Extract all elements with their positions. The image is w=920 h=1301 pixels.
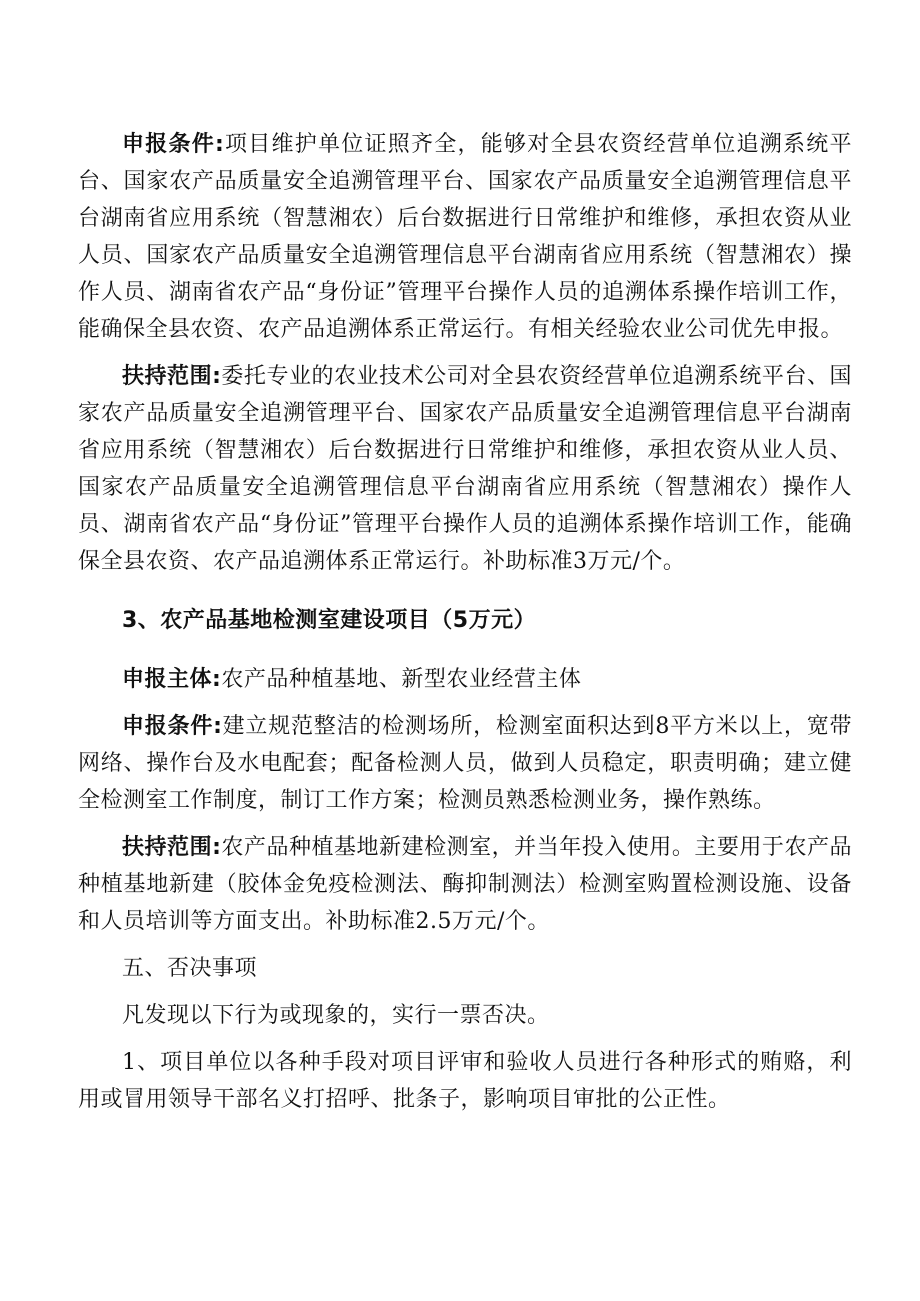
label-application-conditions-2: 申报条件: (122, 714, 223, 739)
paragraph-application-conditions (78, 126, 852, 348)
text-support-scope-2: 农产品种植基地新建检测室，并当年投入使用。主要用于农产品种植基地新建（胶体金免疫检测法、酶抑制测法）检测室购置检测设施、设备和人员培训等方面支出。补助标准2.5万元/个。 (78, 835, 852, 934)
text-application-conditions-2: 建立规范整洁的检测场所，检测室面积达到8平方米以上，宽带网络、操作台及水电配套；配备检测人员，做到人员稳定，职责明确；建立健全检测室工作制度，制订工作方案；检测员熟悉检测业务，操作熟练。 (78, 714, 852, 813)
text-application-conditions: 项目维护单位证照齐全，能够对全县农资经营单位追溯系统平台、国家农产品质量安全追溯管理平台、国家农产品质量安全追溯管理信息平台湖南省应用系统（智慧湘农）后台数据进行日常维护和维修，承担农资从业人员、国家农产品质量安全追溯管理信息平台湖南省应用系统（智慧湘农）操作人员、湖南省农产品“身份证”管理平台操作人员的追溯体系操作培训工作，能确保全县农资、农产品追溯体系正常运行。有相关经验农业公司优先申报。 (78, 132, 852, 342)
text-support-scope: 委托专业的农业技术公司对全县农资经营单位追溯系统平台、国家农产品质量安全追溯管理平台、国家农产品质量安全追溯管理信息平台湖南省应用系统（智慧湘农）后台数据进行日常维护和维修，承担农资从业人员、国家农产品质量安全追溯管理信息平台湖南省应用系统（智慧湘农）操作人员、湖南省农产品“身份证”管理平台操作人员的追溯体系操作培训工作，能确保全县农资、农产品追溯体系正常运行。补助标准3万元/个。 (78, 364, 852, 574)
text-applicant-entity: 农产品种植基地、新型农业经营主体 (221, 667, 582, 692)
document-page (78, 126, 852, 1118)
heading-project-3: 3、农产品基地检测室建设项目（5万元） (122, 608, 537, 633)
label-support-scope: 扶持范围: (122, 364, 222, 389)
paragraph-veto-intro: 凡发现以下行为或现象的，实行一票否决。 (122, 1003, 550, 1028)
paragraph-application-conditions-2 (78, 708, 852, 819)
paragraph-support-scope (78, 358, 852, 580)
paragraph-applicant-entity (78, 661, 852, 698)
label-application-conditions: 申报条件: (122, 132, 225, 157)
heading-section-5: 五、否决事项 (122, 956, 258, 981)
label-applicant-entity: 申报主体: (122, 667, 222, 692)
label-support-scope-2: 扶持范围: (122, 835, 222, 860)
paragraph-support-scope-2 (78, 829, 852, 940)
paragraph-veto-item-1: 1、项目单位以各种手段对项目评审和验收人员进行各种形式的贿赂，利用或冒用领导干部名义打招呼、批条子，影响项目审批的公正性。 (78, 1050, 852, 1112)
